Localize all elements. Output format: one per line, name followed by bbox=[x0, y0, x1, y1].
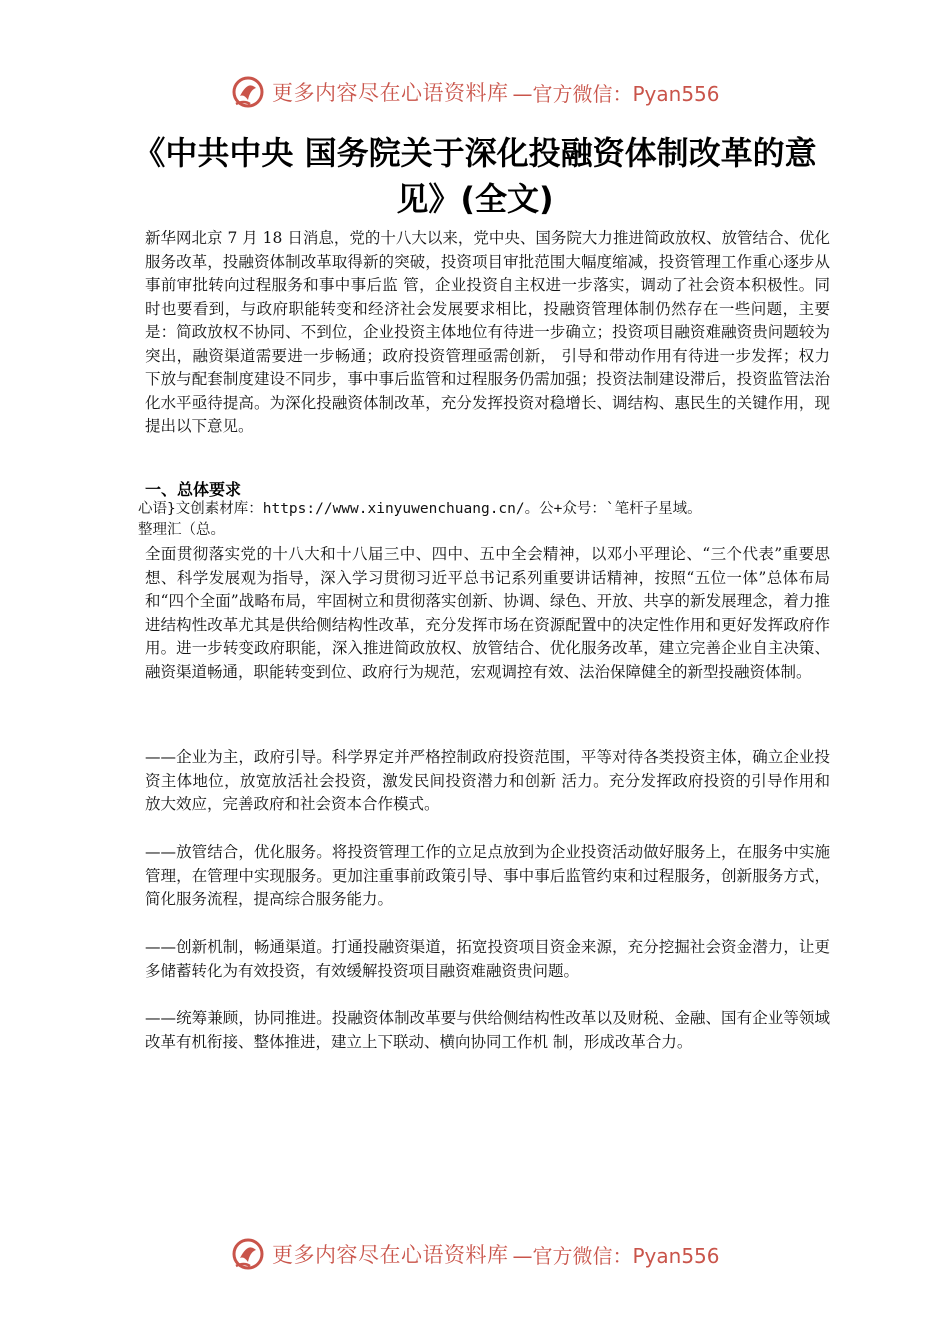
footer-banner bbox=[230, 1232, 720, 1276]
principle-paragraph: ——企业为主，政府引导。科学界定并严格控制政府投资范围，平等对待各类投资主体，确立企业投资主体地位，放宽放活社会投资，激发民间投资潜力和创新 活力。充分发挥政府投资的引导作用和放大效应，完善政府和社会资本合作模式。 bbox=[145, 748, 830, 813]
banner-main-text: 更多内容尽在心语资料库 bbox=[272, 81, 509, 105]
section-heading: 一、总体要求 bbox=[145, 480, 242, 499]
section-paragraph: 全面贯彻落实党的十八大和十八届三中、四中、五中全会精神，以邓小平理论、“三个代表”重要思想、科学发展观为指导，深入学习贯彻习近平总书记系列重要讲话精神，按照“五位一体”总体布局和“四个全面”战略布局，牢固树立和贯彻落实创新、协调、绿色、开放、共享的新发展理念，着力推进结构性改革尤其是供给侧结构性改革，充分发挥市场在资源配置中的决定性作用和更好发挥政府作 用。进一步转变政府职能，深入推进简政放权、放管结合、优化服务改革，建立完善企业自主决策、融资渠道畅通，职能转变到位、政府行为规范，宏观调控有效、法治保障健全的新型投融资体制。 bbox=[145, 545, 830, 681]
source-line: 心语}文创素材库：https://www.xinyuwenchuang.cn/。公+众号：`笔杆子星域。 bbox=[138, 501, 702, 517]
banner-wechat-text: —官方微信：Pyan556 bbox=[512, 81, 720, 106]
banner-main-text: 更多内容尽在心语资料库 bbox=[272, 1243, 509, 1267]
principle-paragraph: ——放管结合，优化服务。将投资管理工作的立足点放到为企业投资活动做好服务上，在服务中实施管理，在管理中实现服务。更加注重事前政策引导、事中事后监管约束和过程服务，创新服务方式，简化服务流程，提高综合服务能力。 bbox=[145, 843, 830, 908]
principle-paragraph: ——统筹兼顾，协同推进。投融资体制改革要与供给侧结构性改革以及财税、金融、国有企业等领域改革有机衔接、整体推进，建立上下联动、横向协同工作机 制，形成改革合力。 bbox=[145, 1009, 830, 1051]
source-line-2: 整理汇（总。 bbox=[138, 522, 225, 538]
header-banner bbox=[230, 70, 720, 114]
principle-paragraph: ——创新机制，畅通渠道。打通投融资渠道，拓宽投资项目资金来源，充分挖掘社会资金潜力，让更多储蓄转化为有效投资，有效缓解投资项目融资难融资贵问题。 bbox=[145, 938, 830, 980]
document-title: 《中共中央 国务院关于深化投融资体制改革的意见》(全文) bbox=[133, 134, 817, 218]
brand-logo-icon bbox=[230, 74, 266, 110]
banner-wechat-text: —官方微信：Pyan556 bbox=[512, 1243, 720, 1268]
intro-paragraph: 新华网北京 7 月 18 日消息，党的十八大以来，党中央、国务院大力推进简政放权、放管结合、优化服务改革，投融资体制改革取得新的突破，投资项目审批范围大幅度缩减，投资管理工作重心逐步从事前审批转向过程服务和事中事后监 管，企业投资自主权进一步落实，调动了社会资本积极性。同时也要看到，与政府职能转变和经济社会发展要求相比，投融资管理体制仍然存在一些问题，主要是：简政放权不协同、不到位，企业投资主体地位有待进一步确立；投资项目融资难融资贵问题较为突出，融资渠道需要进一步畅通；政府投资管理亟需创新， 引导和带动作用有待进一步发挥；权力下放与配套制度建设不同步，事中事后监管和过程服务仍需加强；投资法制建设滞后，投资监管法治化水平亟待提高。为深化投融资体制改革，充分发挥投资对稳增长、调结构、惠民生的关键作用，现提出以下意见。 bbox=[145, 229, 830, 435]
brand-logo-icon bbox=[230, 1236, 266, 1272]
